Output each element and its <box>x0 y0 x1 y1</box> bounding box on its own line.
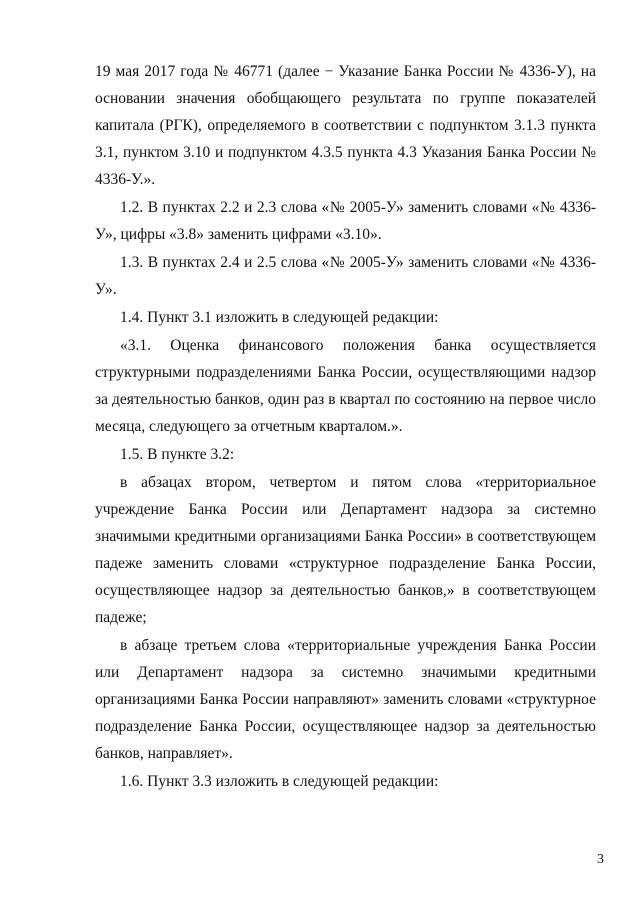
paragraph-abzats-3: в абзаце третьем слова «территориальные учреждения Банка России или Департамент надзора за системно значимыми кредитными организациями Банка России направляют» заменить словами «структурное подразделение Банка России, осуществляющее надзор за деятельностью банков, направляет». <box>95 637 596 762</box>
paragraph-1-6: 1.6. Пункт 3.3 изложить в следующей редакции: <box>120 773 439 790</box>
paragraph-1-5: 1.5. В пункте 3.2: <box>120 446 235 463</box>
page-number: 3 <box>597 852 604 867</box>
paragraph-1-2: 1.2. В пунктах 2.2 и 2.3 слова «№ 2005-У» заменить словами «№ 4336-У», цифры «3.8» заменить цифрами «3.10». <box>95 199 596 243</box>
paragraph-3-1-quote: «3.1. Оценка финансового положения банка осуществляется структурными подразделениями Банка России, осуществляющими надзор за деятельностью банков, один раз в квартал по состоянию на первое число месяца, следующего за отчетным кварталом.». <box>95 337 596 435</box>
paragraph-continuation: 19 мая 2017 года № 46771 (далее − Указание Банка России № 4336-У), на основании значения обобщающего результата по группе показателей капитала (РГК), определяемого в соответствии с подпунктом 3.1.3 пункта 3.1, пунктом 3.10 и подпунктом 4.3.5 пункта 4.3 Указания Банка России № 4336-У.». <box>95 63 596 188</box>
paragraph-1-4: 1.4. Пункт 3.1 изложить в следующей редакции: <box>120 309 439 326</box>
paragraph-abzats-2-4-5: в абзацах втором, четвертом и пятом слова «территориальное учреждение Банка России или Департамент надзора за системно значимыми кредитными организациями Банка России» в соответствующем падеже заменить словами «структурное подразделение Банка России, осуществляющее надзор за деятельностью банков,» в соответствующем падеже; <box>95 474 596 626</box>
document-body <box>95 58 596 795</box>
paragraph-1-3: 1.3. В пунктах 2.4 и 2.5 слова «№ 2005-У» заменить словами «№ 4336-У». <box>95 254 596 298</box>
